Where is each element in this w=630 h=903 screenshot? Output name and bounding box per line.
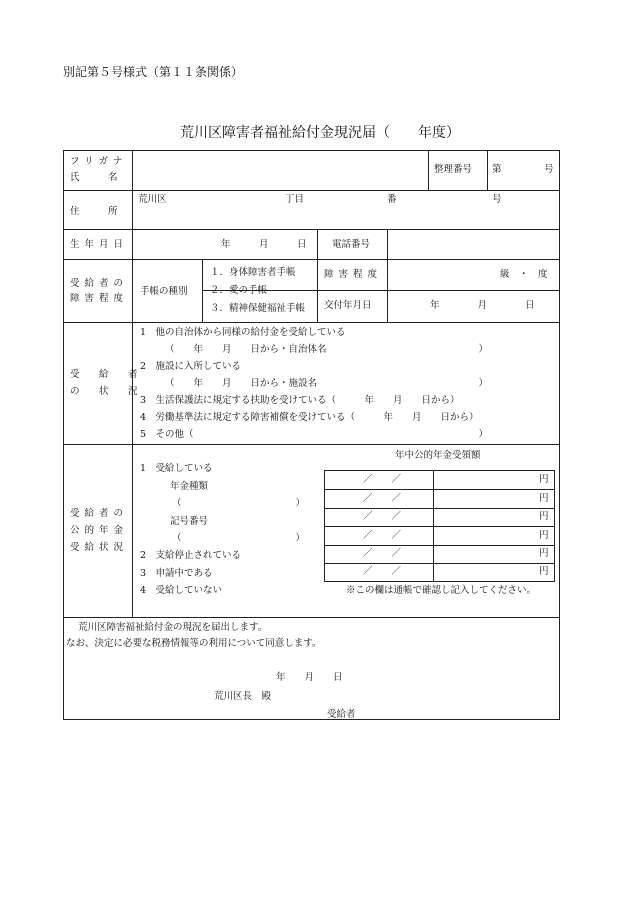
amount-date: ／ ／ [363, 566, 402, 577]
phone-label: 電話番号 [332, 239, 371, 250]
amount-date: ／ ／ [363, 474, 402, 485]
footer-consent: なお、決定に必要な税務情報等の利用について同意します。 [66, 638, 322, 649]
footer-date: 年 月 日 [276, 672, 343, 683]
amount-date: ／ ／ [363, 548, 402, 559]
birth-ymd: 年 月 日 [221, 239, 307, 250]
footer-addressee: 荒川区長 殿 [214, 691, 272, 702]
pension-amount-table [324, 470, 555, 582]
pension-label-2: 公的年金 [70, 525, 129, 536]
pension-option-1: 1 受給している [140, 463, 213, 474]
address-label: 住 所 [70, 206, 118, 217]
address-go: 号 [492, 194, 502, 205]
footer-declaration: 荒川区障害福祉給付金の現況を届出します。 [78, 622, 268, 633]
amount-yen: 円 [539, 511, 549, 522]
status-line-7: 5 その他（ ） [140, 429, 489, 440]
pension-option-2: 2 支給停止されている [140, 550, 242, 561]
pension-kind-label: 年金種類 [170, 481, 209, 492]
degree-label: 障害程度 [324, 269, 383, 280]
status-line-5: 3 生活保護法に規定する扶助を受けている（ 年 月 日から） [140, 395, 460, 406]
amount-date: ／ ／ [363, 511, 402, 522]
status-line-1: 1 他の自治体から同様の給付金を受給している [140, 327, 346, 338]
status-line-2: （ 年 月 日から・自治体名 ） [165, 344, 489, 355]
pension-option-4: 4 受給していない [140, 585, 223, 596]
pension-kind-paren: （ ） [172, 498, 306, 509]
birth-label: 生年月日 [70, 239, 129, 250]
pension-amount-header: 年中公的年金受領額 [395, 450, 481, 461]
degree-value: 級 ・ 度 [500, 269, 548, 280]
status-label-2: の 状 況 [70, 386, 143, 397]
seiri-go: 号 [544, 164, 554, 175]
disability-label-2: 障害程度 [70, 293, 129, 304]
disability-label-1: 受給者の [70, 278, 129, 289]
status-line-6: 4 労働基準法に規定する障害補償を受けている（ 年 月 日から） [140, 412, 479, 423]
furigana-label: フリガナ [70, 156, 128, 167]
amount-date: ／ ／ [363, 493, 402, 504]
amount-yen: 円 [539, 530, 549, 541]
pension-label-1: 受給者の [70, 508, 129, 519]
issue-date-label: 交付年月日 [324, 300, 372, 311]
amount-yen: 円 [539, 493, 549, 504]
pension-kigo-label: 記号番号 [170, 516, 209, 527]
pension-option-3: 3 申請中である [140, 568, 213, 579]
status-line-3: 2 施設に入所している [140, 361, 242, 372]
seiri-label: 整理番号 [434, 164, 473, 175]
techo-option-3: ３．精神保健福祉手帳 [210, 303, 306, 314]
pension-label-3: 受給状況 [70, 542, 129, 553]
techo-option-2: ２．愛の手帳 [210, 285, 268, 296]
amount-yen: 円 [539, 566, 549, 577]
form-title: 荒川区障害者福祉給付金現況届（ 年度） [180, 125, 460, 141]
seiri-dai: 第 [492, 164, 502, 175]
status-label-1: 受 給 者 [70, 369, 143, 380]
amount-date: ／ ／ [363, 530, 402, 541]
status-line-4: （ 年 月 日から・施設名 ） [165, 378, 489, 389]
form-id: 別記第５号様式（第１１条関係） [63, 65, 244, 79]
issue-date-ymd: 年 月 日 [430, 300, 535, 311]
address-ban: 番 [387, 194, 397, 205]
pension-kigo-paren: （ ） [172, 533, 306, 544]
amount-yen: 円 [539, 474, 549, 485]
address-chome: 丁目 [285, 194, 305, 205]
techo-label: 手帳の種別 [140, 286, 188, 297]
name-label: 氏 名 [70, 172, 118, 183]
techo-option-1: １．身体障害者手帳 [210, 267, 296, 278]
footer-recipient: 受給者 [327, 709, 356, 720]
name-input[interactable] [136, 165, 426, 179]
amount-yen: 円 [539, 548, 549, 559]
pension-note: ※この欄は通帳で確認し記入してください。 [346, 585, 537, 596]
address-ward: 荒川区 [138, 194, 167, 205]
